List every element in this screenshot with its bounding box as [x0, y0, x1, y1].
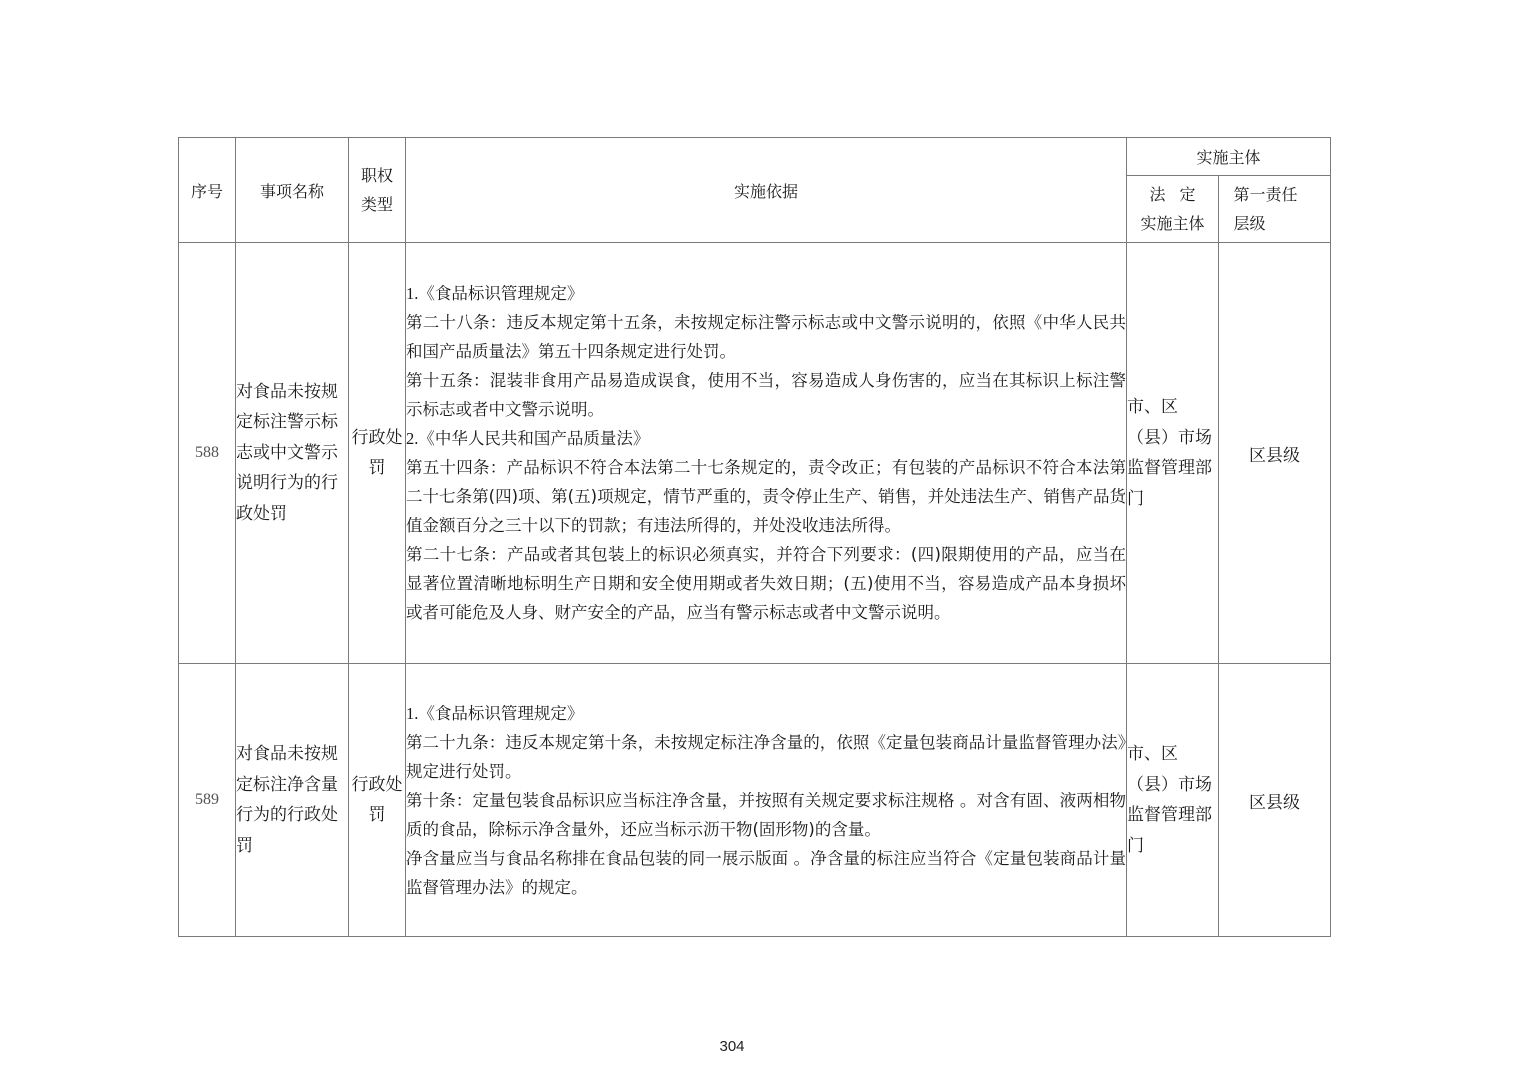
- row-item-name: 对食品未按规定标注警示标志或中文警示说明行为的行政处罚: [236, 243, 349, 664]
- basis-law-title: 《中华人民共和国产品质量法》: [418, 429, 650, 448]
- header-level-line1: 第一责任: [1233, 185, 1298, 204]
- enforcement-items-table: [178, 137, 1331, 937]
- table-row: [179, 243, 1331, 664]
- row-power-type: 行政处罚: [349, 243, 406, 664]
- row-legal-subject: 市、区（县）市场监督管理部门: [1127, 243, 1219, 664]
- header-power-type: [349, 138, 406, 243]
- basis-law-title: 《食品标识管理规定》: [418, 703, 584, 723]
- header-power-type-line1: 职权: [360, 166, 393, 185]
- basis-paragraph: 第十条：定量包装食品标识应当标注净含量，并按照有关规定要求标注规格 。对含有固、液两相物质的食品，除标示净含量外，还应当标示沥干物(固形物)的含量。: [406, 790, 1126, 839]
- row-legal-subject: 市、区（县）市场监督管理部门: [1127, 664, 1219, 937]
- header-subject-group: 实施主体: [1127, 138, 1331, 176]
- row-basis: [406, 243, 1127, 664]
- header-level-line2: 层级: [1233, 214, 1266, 233]
- basis-paragraph: [406, 699, 1126, 728]
- header-legal-subject-line1b: 定: [1179, 185, 1196, 204]
- header-legal-subject-line2: 实施主体: [1140, 214, 1205, 233]
- header-item-name: 事项名称: [236, 138, 349, 243]
- row-responsibility-level: 区县级: [1219, 664, 1331, 937]
- header-power-type-line2: 类型: [360, 195, 393, 214]
- basis-paragraph: [406, 279, 1126, 308]
- basis-paragraph: 第五十四条：产品标识不符合本法第二十七条规定的，责令改正；有包装的产品标识不符合本法第二十七条第(四)项、第(五)项规定，情节严重的，责令停止生产、销售，并处违法生产、销售产品货值金额百分之三十以下的罚款；有违法所得的，并处没收违法所得。: [406, 458, 1126, 535]
- header-basis: 实施依据: [406, 138, 1127, 243]
- table-row: [179, 664, 1331, 937]
- basis-list-number: 2.: [406, 429, 419, 448]
- row-basis: [406, 664, 1127, 937]
- basis-paragraph: 第二十八条：违反本规定第十五条，未按规定标注警示标志或中文警示说明的，依照《中华人民共和国产品质量法》第五十四条规定进行处罚。: [406, 313, 1126, 361]
- row-item-name: 对食品未按规定标注净含量行为的行政处罚: [236, 664, 349, 937]
- header-responsibility-level: [1219, 176, 1331, 243]
- row-power-type: 行政处罚: [349, 664, 406, 937]
- basis-list-number: 1.: [406, 703, 419, 723]
- header-legal-subject-line1a: 法: [1149, 185, 1166, 204]
- basis-paragraph: 第二十七条：产品或者其包装上的标识必须真实，并符合下列要求：(四)限期使用的产品，应当在显著位置清晰地标明生产日期和安全使用期或者失效日期；(五)使用不当，容易造成产品本身损坏或者可能危及人身、财产安全的产品，应当有警示标志或者中文警示说明。: [406, 545, 1126, 622]
- basis-paragraph: [406, 424, 1126, 453]
- basis-paragraph: 第二十九条：违反本规定第十条，未按规定标注净含量的，依照《定量包装商品计量监督管理办法》规定进行处罚。: [406, 732, 1126, 781]
- page-number: 304: [719, 1038, 745, 1055]
- header-seq: 序号: [179, 138, 236, 243]
- row-seq: 589: [179, 664, 236, 937]
- row-responsibility-level: 区县级: [1219, 243, 1331, 664]
- table-header: [179, 138, 1331, 243]
- header-legal-subject: [1127, 176, 1219, 243]
- row-seq: 588: [179, 243, 236, 664]
- basis-paragraph: 净含量应当与食品名称排在食品包装的同一展示版面 。净含量的标注应当符合《定量包装商品计量监督管理办法》的规定。: [406, 848, 1126, 897]
- basis-law-title: 《食品标识管理规定》: [418, 284, 584, 303]
- basis-list-number: 1.: [406, 284, 419, 303]
- basis-paragraph: 第十五条：混装非食用产品易造成误食，使用不当，容易造成人身伤害的，应当在其标识上标注警示标志或者中文警示说明。: [406, 371, 1126, 419]
